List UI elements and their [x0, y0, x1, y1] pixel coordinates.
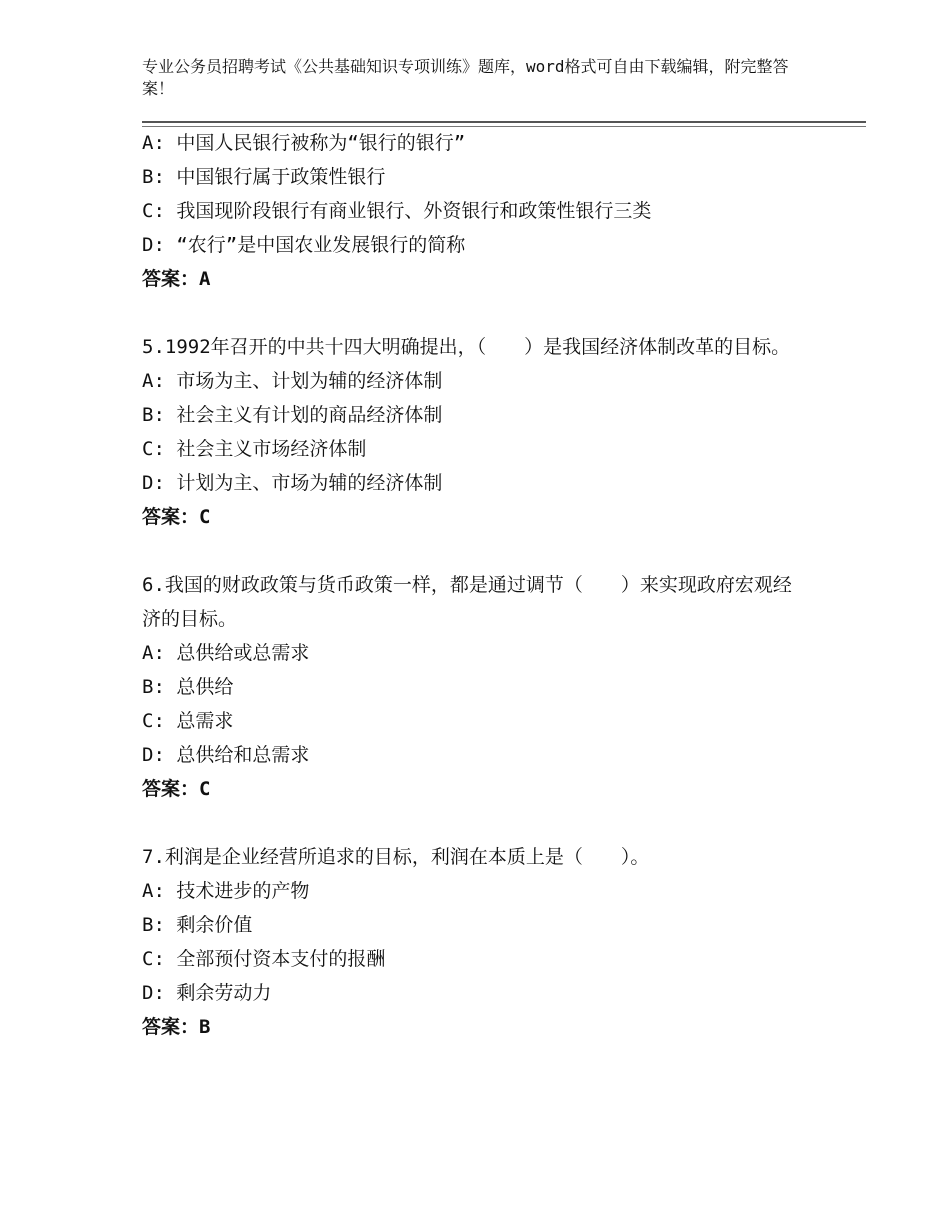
option-c: C: 全部预付资本支付的报酬 [142, 948, 386, 970]
question-stem: 6.我国的财政政策与货币政策一样，都是通过调节（ ）来实现政府宏观经济的目标。 [142, 574, 792, 630]
question-6 [142, 568, 842, 806]
option-a: A: 总供给或总需求 [142, 642, 310, 664]
option-b: B: 社会主义有计划的商品经济体制 [142, 404, 443, 426]
answer: 答案：C [142, 506, 211, 528]
option-c: C: 我国现阶段银行有商业银行、外资银行和政策性银行三类 [142, 200, 652, 222]
option-a: A: 技术进步的产物 [142, 880, 310, 902]
option-d: D: 总供给和总需求 [142, 744, 310, 766]
document-header: 专业公务员招聘考试《公共基础知识专项训练》题库，word格式可自由下载编辑，附完整答案！ [142, 57, 789, 98]
option-a: A: 中国人民银行被称为“银行的银行” [142, 132, 466, 154]
option-d: D: “农行”是中国农业发展银行的简称 [142, 234, 466, 256]
question-stem: 7.利润是企业经营所追求的目标，利润在本质上是（ ）。 [142, 846, 650, 868]
option-b: B: 中国银行属于政策性银行 [142, 166, 386, 188]
answer: 答案：B [142, 1016, 211, 1038]
question-stem: 5.1992年召开的中共十四大明确提出，（ ）是我国经济体制改革的目标。 [142, 336, 791, 358]
option-c: C: 社会主义市场经济体制 [142, 438, 367, 460]
option-c: C: 总需求 [142, 710, 234, 732]
option-b: B: 剩余价值 [142, 914, 253, 936]
question-7 [142, 840, 842, 1044]
option-b: B: 总供给 [142, 676, 234, 698]
option-a: A: 市场为主、计划为辅的经济体制 [142, 370, 443, 392]
spacer [142, 296, 842, 330]
question-content [142, 126, 842, 1044]
option-d: D: 剩余劳动力 [142, 982, 272, 1004]
answer: 答案：C [142, 778, 211, 800]
option-d: D: 计划为主、市场为辅的经济体制 [142, 472, 443, 494]
question-4 [142, 126, 842, 296]
spacer [142, 806, 842, 840]
spacer [142, 534, 842, 568]
question-5 [142, 330, 842, 534]
header-rule-thick [142, 121, 866, 123]
answer: 答案：A [142, 268, 211, 290]
